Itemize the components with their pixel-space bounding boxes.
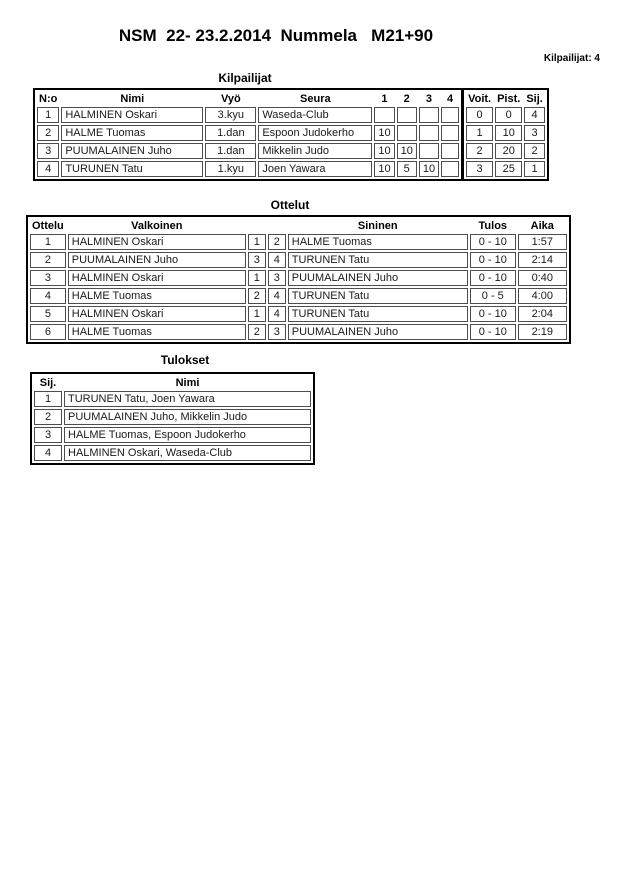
competitor-points: 20 bbox=[495, 143, 522, 159]
match-time: 2:04 bbox=[518, 306, 567, 322]
competitor-row bbox=[37, 143, 459, 159]
competitor-round-score bbox=[441, 143, 459, 159]
match-no: 1 bbox=[30, 234, 66, 250]
match-time: 1:57 bbox=[518, 234, 567, 250]
competitors-table bbox=[33, 88, 549, 181]
result-name: PUUMALAINEN Juho, Mikkelin Judo bbox=[64, 409, 311, 425]
competitor-belt: 1.dan bbox=[205, 143, 256, 159]
match-white-no: 2 bbox=[248, 324, 266, 340]
competitor-club: Mikkelin Judo bbox=[258, 143, 372, 159]
competitor-wins: 3 bbox=[466, 161, 493, 177]
match-result: 0 - 10 bbox=[470, 252, 516, 268]
result-row bbox=[34, 409, 311, 425]
match-white-no: 2 bbox=[248, 288, 266, 304]
match-blue-no: 2 bbox=[268, 234, 286, 250]
match-blue-no: 4 bbox=[268, 306, 286, 322]
competitor-place: 2 bbox=[524, 143, 545, 159]
header-round-4: 4 bbox=[447, 92, 454, 105]
match-blue-name: TURUNEN Tatu bbox=[288, 288, 468, 304]
header-time: Aika bbox=[530, 219, 554, 232]
result-row bbox=[34, 445, 311, 461]
score-row bbox=[466, 125, 545, 141]
match-result: 0 - 10 bbox=[470, 306, 516, 322]
competitor-club: Joen Yawara bbox=[258, 161, 372, 177]
match-result: 0 - 5 bbox=[470, 288, 516, 304]
match-no: 2 bbox=[30, 252, 66, 268]
match-blue-no: 4 bbox=[268, 288, 286, 304]
results-header-row bbox=[34, 376, 311, 389]
match-result: 0 - 10 bbox=[470, 270, 516, 286]
match-white-name: HALMINEN Oskari bbox=[68, 270, 246, 286]
competitor-club: Espoon Judokerho bbox=[258, 125, 372, 141]
header-white-no bbox=[248, 219, 266, 232]
competitor-wins: 1 bbox=[466, 125, 493, 141]
competitor-row bbox=[37, 161, 459, 177]
match-row bbox=[30, 306, 567, 322]
match-row bbox=[30, 288, 567, 304]
match-white-name: HALMINEN Oskari bbox=[68, 234, 246, 250]
match-row bbox=[30, 270, 567, 286]
match-white-name: PUUMALAINEN Juho bbox=[68, 252, 246, 268]
competitor-round-score: 10 bbox=[374, 125, 394, 141]
competitor-name: TURUNEN Tatu bbox=[61, 161, 203, 177]
score-row bbox=[466, 107, 545, 123]
match-white-name: HALME Tuomas bbox=[68, 324, 246, 340]
match-blue-no: 4 bbox=[268, 252, 286, 268]
competitor-round-score bbox=[441, 125, 459, 141]
match-white-no: 1 bbox=[248, 270, 266, 286]
competitor-belt: 1.kyu bbox=[205, 161, 256, 177]
competitor-round-score: 10 bbox=[374, 143, 394, 159]
competitor-round-score: 10 bbox=[419, 161, 439, 177]
result-name: HALME Tuomas, Espoon Judokerho bbox=[64, 427, 311, 443]
header-points: Pist. bbox=[497, 92, 521, 105]
match-white-no: 1 bbox=[248, 234, 266, 250]
match-no: 5 bbox=[30, 306, 66, 322]
competitor-row bbox=[37, 107, 459, 123]
result-row bbox=[34, 427, 311, 443]
competitors-heading: Kilpailijat bbox=[218, 71, 272, 85]
match-blue-name: TURUNEN Tatu bbox=[288, 306, 468, 322]
match-time: 2:14 bbox=[518, 252, 567, 268]
competitor-name: HALME Tuomas bbox=[61, 125, 203, 141]
matches-heading: Ottelut bbox=[270, 198, 310, 212]
match-result: 0 - 10 bbox=[470, 234, 516, 250]
competitor-round-score bbox=[397, 107, 417, 123]
competitors-main-table bbox=[33, 88, 462, 181]
match-time: 2:19 bbox=[518, 324, 567, 340]
competitor-round-score bbox=[374, 107, 394, 123]
match-white-no: 3 bbox=[248, 252, 266, 268]
match-blue-no: 3 bbox=[268, 270, 286, 286]
header-belt: Vyö bbox=[220, 92, 241, 105]
match-blue-name: HALME Tuomas bbox=[288, 234, 468, 250]
match-row bbox=[30, 234, 567, 250]
competitor-place: 1 bbox=[524, 161, 545, 177]
header-name: Nimi bbox=[175, 376, 200, 389]
competitor-round-score bbox=[441, 107, 459, 123]
header-white: Valkoinen bbox=[131, 219, 183, 232]
competitor-points: 25 bbox=[495, 161, 522, 177]
header-round-1: 1 bbox=[381, 92, 388, 105]
competitor-round-score: 10 bbox=[397, 143, 417, 159]
header-blue-no bbox=[268, 219, 286, 232]
competitor-points: 0 bbox=[495, 107, 522, 123]
header-place: Sij. bbox=[526, 92, 543, 105]
match-blue-name: TURUNEN Tatu bbox=[288, 252, 468, 268]
page-title: NSM 22- 23.2.2014 Nummela M21+90 bbox=[118, 26, 434, 45]
header-blue: Sininen bbox=[357, 219, 398, 232]
header-name: Nimi bbox=[120, 92, 145, 105]
competitor-name: PUUMALAINEN Juho bbox=[61, 143, 203, 159]
competitor-no: 4 bbox=[37, 161, 59, 177]
match-time: 0:40 bbox=[518, 270, 567, 286]
result-place: 4 bbox=[34, 445, 62, 461]
competitor-place: 4 bbox=[524, 107, 545, 123]
result-place: 3 bbox=[34, 427, 62, 443]
competitor-round-score: 5 bbox=[397, 161, 417, 177]
match-time: 4:00 bbox=[518, 288, 567, 304]
competitor-name: HALMINEN Oskari bbox=[61, 107, 203, 123]
result-place: 2 bbox=[34, 409, 62, 425]
competitor-round-score bbox=[419, 125, 439, 141]
competitor-round-score bbox=[397, 125, 417, 141]
score-row bbox=[466, 161, 545, 177]
result-name: TURUNEN Tatu, Joen Yawara bbox=[64, 391, 311, 407]
header-round-2: 2 bbox=[403, 92, 410, 105]
match-white-name: HALME Tuomas bbox=[68, 288, 246, 304]
competitor-points: 10 bbox=[495, 125, 522, 141]
competitor-round-score bbox=[441, 161, 459, 177]
competitors-header-row bbox=[37, 92, 459, 105]
matches-table bbox=[26, 215, 571, 344]
score-row bbox=[466, 143, 545, 159]
competitor-belt: 3.kyu bbox=[205, 107, 256, 123]
match-blue-name: PUUMALAINEN Juho bbox=[288, 324, 468, 340]
match-row bbox=[30, 252, 567, 268]
result-name: HALMINEN Oskari, Waseda-Club bbox=[64, 445, 311, 461]
competitor-no: 3 bbox=[37, 143, 59, 159]
competitor-round-score: 10 bbox=[374, 161, 394, 177]
competitor-no: 1 bbox=[37, 107, 59, 123]
competitor-no: 2 bbox=[37, 125, 59, 141]
competitor-place: 3 bbox=[524, 125, 545, 141]
match-result: 0 - 10 bbox=[470, 324, 516, 340]
header-place: Sij. bbox=[39, 376, 57, 389]
competitor-row bbox=[37, 125, 459, 141]
competitor-round-score bbox=[419, 143, 439, 159]
match-no: 3 bbox=[30, 270, 66, 286]
header-round-3: 3 bbox=[425, 92, 433, 105]
header-wins: Voit. bbox=[468, 92, 492, 105]
competitors-count-label: Kilpailijat: 4 bbox=[543, 53, 600, 64]
matches-header-row bbox=[30, 219, 567, 232]
match-white-no: 1 bbox=[248, 306, 266, 322]
header-club: Seura bbox=[300, 92, 331, 105]
competitor-wins: 2 bbox=[466, 143, 493, 159]
result-place: 1 bbox=[34, 391, 62, 407]
competitors-score-table bbox=[462, 88, 549, 181]
result-row bbox=[34, 391, 311, 407]
match-blue-no: 3 bbox=[268, 324, 286, 340]
match-row bbox=[30, 324, 567, 340]
score-header-row bbox=[466, 92, 545, 105]
competitor-club: Waseda-Club bbox=[258, 107, 372, 123]
header-result: Tulos bbox=[478, 219, 508, 232]
competitor-round-score bbox=[419, 107, 439, 123]
header-no: N:o bbox=[39, 92, 58, 105]
match-blue-name: PUUMALAINEN Juho bbox=[288, 270, 468, 286]
competitor-wins: 0 bbox=[466, 107, 493, 123]
competitor-belt: 1.dan bbox=[205, 125, 256, 141]
match-no: 6 bbox=[30, 324, 66, 340]
match-white-name: HALMINEN Oskari bbox=[68, 306, 246, 322]
header-match: Ottelu bbox=[32, 219, 64, 232]
results-heading: Tulokset bbox=[160, 353, 210, 367]
results-table bbox=[30, 372, 315, 465]
match-no: 4 bbox=[30, 288, 66, 304]
